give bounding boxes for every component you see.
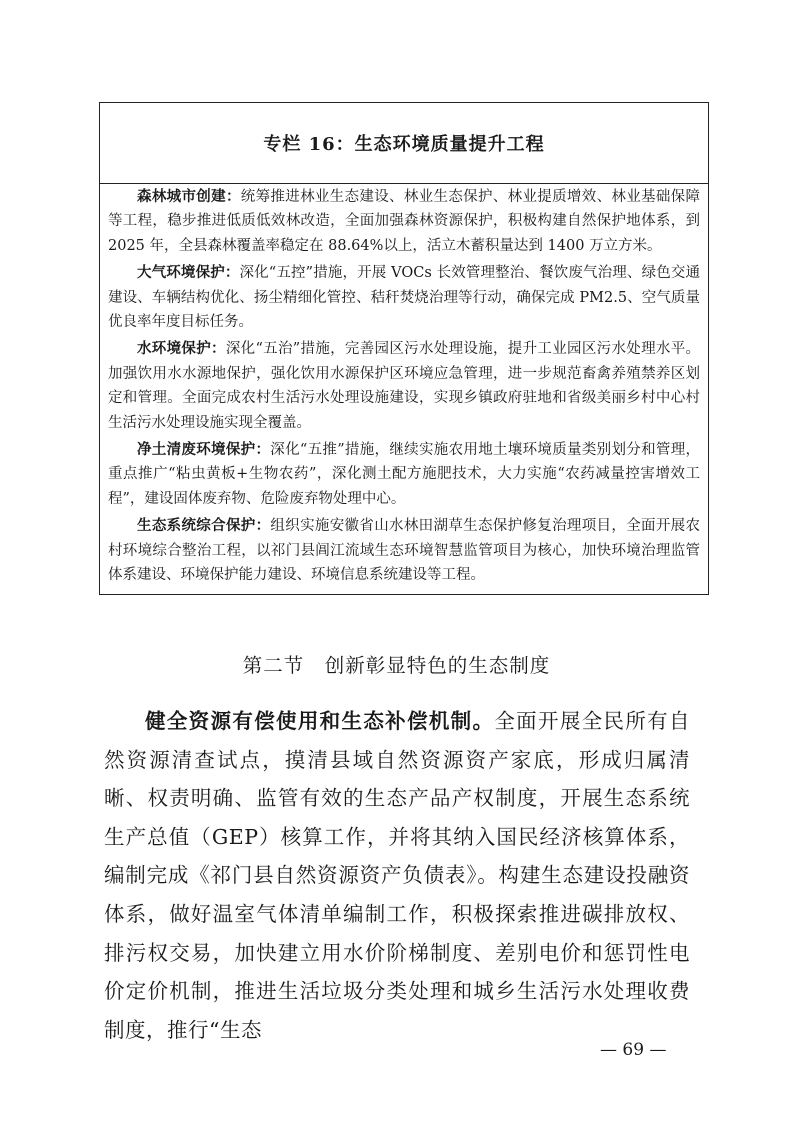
box-body xyxy=(100,184,708,594)
box-item xyxy=(108,337,700,435)
item-lead: 森林城市创建： xyxy=(137,188,241,205)
box-item xyxy=(108,185,700,258)
box-item xyxy=(108,438,700,511)
paragraph-text: 全面开展全民所有自然资源清查试点，摸清县域自然资源资产家底，形成归属清晰、权责明确、监管有效的生态产品产权制度，开展生态系统生产总值（GEP）核算工作，并将其纳入国民经济核算体系，编制完成《祁门县自然资源资产负债表》。构建生态建设投融资体系，做好温室气体清单编制工作，积极探索推进碳排放权、排污权交易，加快建立用水价阶梯制度、差别电价和惩罚性电价定价机制，推进生活垃圾分类处理和城乡生活污水处理收费制度，推行“生态 xyxy=(104,709,691,1042)
item-lead: 大气环境保护： xyxy=(137,264,240,282)
item-text: 组织实施安徽省山水林田湖草生态保护修复治理项目，全面开展农村环境综合整治工程，以祁门县阊江流域生态环境智慧监管项目为核心，加快环境治理监管体系建设、环境保护能力建设、环境信息系统建设等工程。 xyxy=(108,518,701,584)
page-number: — 69 — xyxy=(600,1040,667,1060)
item-text: 深化“五治”措施，完善园区污水处理设施，提升工业园区污水处理水平。加强饮用水水源地保护，强化饮用水源保护区环境应急管理，进一步规范畜禽养殖禁养区划定和管理。全面完成农村生活污水处理设施建设，实现乡镇政府驻地和省级美丽乡村中心村生活污水处理设施实现全覆盖。 xyxy=(108,341,700,431)
paragraph-lead: 健全资源有偿使用和生态补偿机制。 xyxy=(145,709,495,733)
feature-box xyxy=(99,102,709,595)
body-paragraph xyxy=(104,702,690,1049)
item-text: 统筹推进林业生态建设、林业生态保护、林业提质增效、林业基础保障等工程，稳步推进低质低效林改造，全面加强森林资源保护，积极构建自然保护地体系，到 2025 年，全县森林覆盖率稳定在 88.64%以上，活立木蓄积量达到 1400 万立方米。 xyxy=(108,189,701,254)
item-lead: 生态系统综合保护： xyxy=(137,517,271,535)
box-item xyxy=(108,514,700,587)
item-text: 深化“五控”措施，开展 VOCs 长效管理整治、餐饮废气治理、绿色交通建设、车辆结构优化、扬尘精细化管控、秸秆焚烧治理等行动，确保完成 PM2.5、空气质量优良率年度目标任务。 xyxy=(108,265,701,331)
item-lead: 净土清废环境保护： xyxy=(137,441,271,459)
section-title: 第二节 创新彰显特色的生态制度 xyxy=(242,654,551,677)
box-item xyxy=(108,261,700,334)
item-text: 深化“五推”措施，继续实施农用地土壤环境质量类别划分和管理，重点推广“粘虫黄板+生物农药”，深化测土配方施肥技术，大力实施“农药减量控害增效工程”，建设固体废弃物、危险废弃物处理中心。 xyxy=(108,442,700,507)
item-lead: 水环境保护： xyxy=(137,340,226,358)
box-title: 专栏 16：生态环境质量提升工程 xyxy=(100,103,708,184)
